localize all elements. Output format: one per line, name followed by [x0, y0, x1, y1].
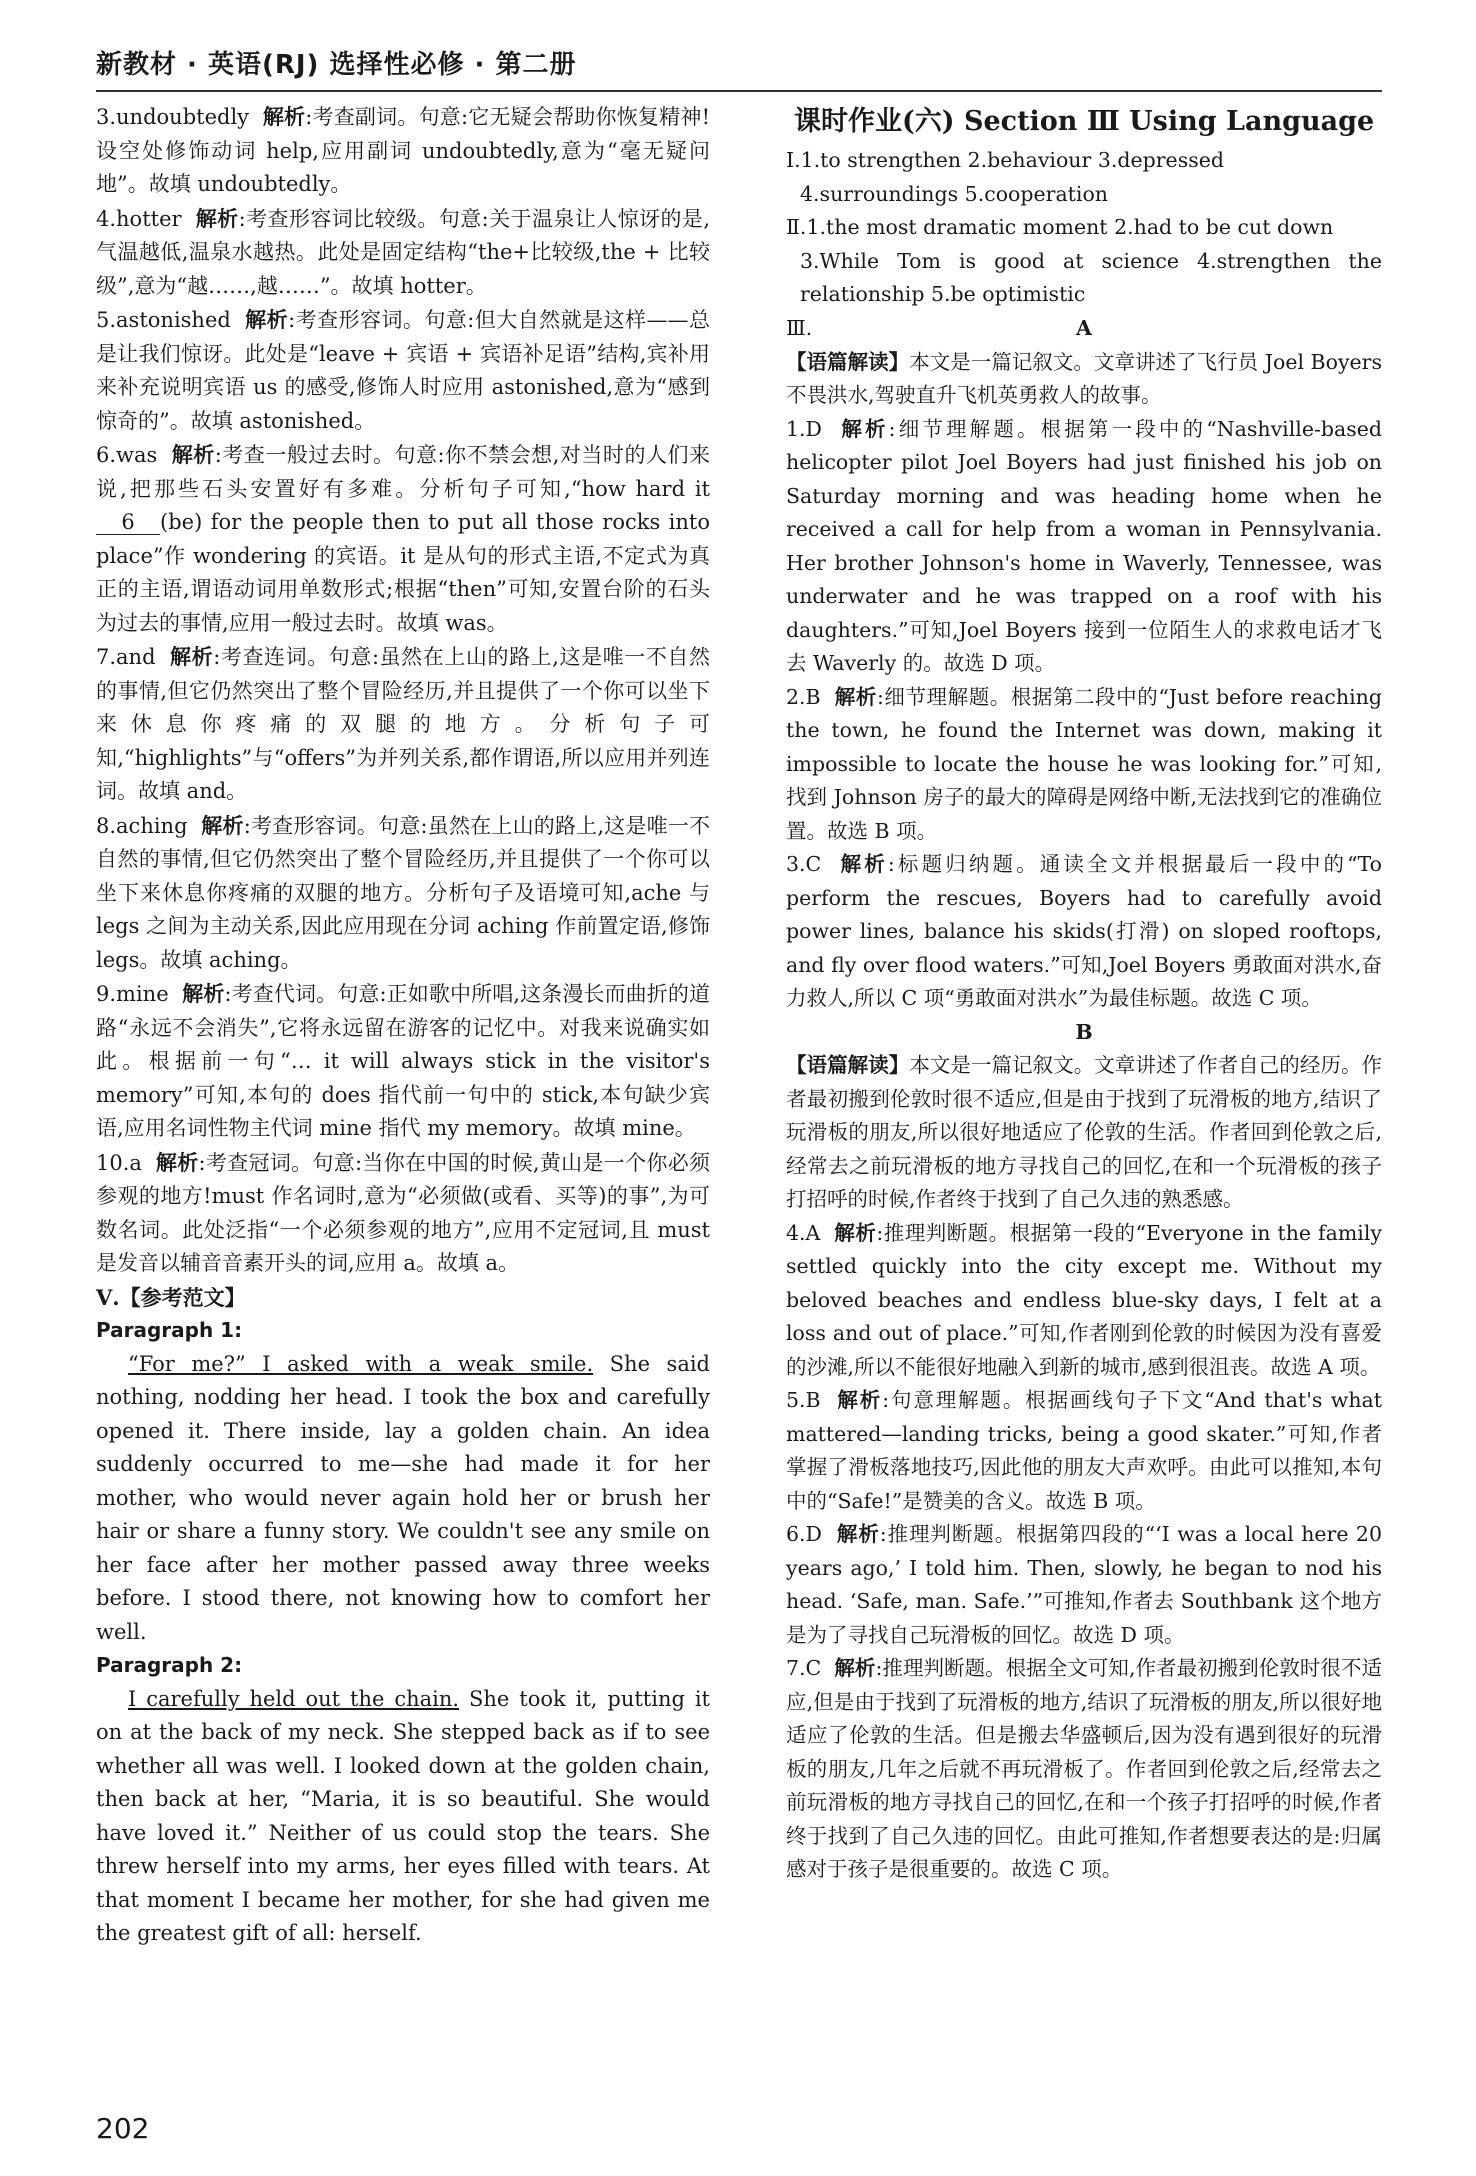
section-3-label: Ⅲ.: [786, 315, 813, 340]
answer-item: 6.D 解析:推理判断题。根据第四段的“‘I was a local here 20 years ago,’ I told him. Then, slowly, he began to nod his head. ‘Safe, man. Safe.’”可推知,作者去 Southbank 这个地方是为了寻找自己玩滑板的回忆。故选 D 项。: [786, 1522, 1382, 1647]
passage-b-heading: B: [1075, 1019, 1093, 1044]
answer-item: 8.aching 解析:考查形容词。句意:虽然在上山的路上,这是唯一不自然的事情,但它仍然突出了整个冒险经历,并且提供了一个你可以坐下来休息你疼痛的双腿的地方。分析句子及语境可知,ache 与 legs 之间为主动关系,因此应用现在分词 aching 作前置定语,修饰 legs。故填 aching。: [96, 812, 711, 972]
passage-a-heading: A: [1076, 316, 1092, 340]
passage-a-intro: 【语篇解读】本文是一篇记叙文。文章讲述了飞行员 Joel Boyers 不畏洪水,驾驶直升飞机英勇救人的故事。: [786, 349, 1382, 407]
paragraph-2-label: Paragraph 2:: [96, 1653, 243, 1677]
section-1: Ⅰ.1.to strengthen 2.behaviour 3.depressed: [786, 148, 1224, 172]
essay-heading: Ⅴ.【参考范文】: [96, 1284, 246, 1310]
answer-item: 3.undoubtedly 解析:考查副词。句意:它无疑会帮助你恢复精神!设空处修饰动词 help,应用副词 undoubtedly,意为“毫无疑问地”。故填 undoubtedly。: [96, 104, 711, 196]
essay-paragraph-1: “For me?” I asked with a weak smile. She said nothing, nodding her head. I took the box and carefully opened it. There inside, lay a golden chain. An idea suddenly occurred to me—she had made it for her mother, who would never again hold her or brush her hair or share a funny story. We couldn't see any smile on her face after her mother passed away three weeks before. I stood there, not knowing how to comfort her well.: [96, 1351, 710, 1644]
answer-item: 9.mine 解析:考查代词。句意:正如歌中所唱,这条漫长而曲折的道路“永远不会消失”,它将永远留在游客的记忆中。对我来说确实如此。根据前一句“… it will always stick in the visitor's memory”可知,本句的 does 指代前一句中的 stick,本句缺少宾语,应用名词性物主代词 mine 指代 my memory。故填 mine。: [96, 981, 711, 1140]
answer-item: 7.C 解析:推理判断题。根据全文可知,作者最初搬到伦敦时很不适应,但是由于找到了玩滑板的地方,结识了玩滑板的朋友,所以很好地适应了伦敦的生活。但是搬去华盛顿后,因为没有遇到很好的玩滑板的朋友,几年之后就不再玩滑板了。作者回到伦敦之后,经常去之前玩滑板的地方寻找自己的回忆,在和一个孩子打招呼的时候,作者终于找到了自己久违的回忆。由此可推知,作者想要表达的是:归属感对于孩子是很重要的。故选 C 项。: [786, 1656, 1382, 1881]
section-2-line-2: 3.While Tom is good at science 4.strengthen the relationship 5.be optimistic: [800, 248, 1382, 306]
left-column: [96, 100, 710, 1951]
answer-item: 5.B 解析:句意理解题。根据画线句子下文“And that's what mattered—landing tricks, being a good skater.”可知,作者掌握了滑板落地技巧,因此他的朋友大声欢呼。由此可以推知,本句中的“Safe!”是赞美的含义。故选 B 项。: [786, 1388, 1382, 1513]
right-column: [786, 100, 1382, 1887]
answer-item: 4.A 解析:推理判断题。根据第一段的“Everyone in the family settled quickly into the city except me. Without my beloved beaches and endless blue-sky days, I felt at a loss and out of place.”可知,作者刚到伦敦的时候因为没有喜爱的沙滩,所以不能很好地融入到新的城市,感到很沮丧。故选 A 项。: [786, 1220, 1382, 1379]
header-divider: [96, 90, 1382, 92]
answer-item: 4.hotter 解析:考查形容词比较级。句意:关于温泉让人惊讶的是,气温越低,温泉水越热。此处是固定结构“the+比较级,the + 比较级”,意为“越……,越……”。故填 hotter。: [96, 205, 711, 298]
page-number: 202: [96, 2112, 150, 2145]
section-1-line-2: 4.surroundings 5.cooperation: [800, 181, 1109, 206]
answer-item: 10.a 解析:考查冠词。句意:当你在中国的时候,黄山是一个你必须参观的地方!must 作名词时,意为“必须做(或看、买等)的事”,为可数名词。此处泛指“一个必须参观的地方”,应用不定冠词,且 must 是发音以辅音音素开头的词,应用 a。故填 a。: [96, 1149, 711, 1275]
answer-item: 3.C 解析:标题归纳题。通读全文并根据最后一段中的“To perform the rescues, Boyers had to carefully avoid power lines, balance his skids(打滑) on sloped rooftops, and fly over flood waters.”可知,Joel Boyers 勇敢面对洪水,奋力救人,所以 C 项“勇敢面对洪水”为最佳标题。故选 C 项。: [786, 852, 1383, 1010]
section-2: Ⅱ.1.the most dramatic moment 2.had to be cut down: [786, 215, 1334, 239]
essay-paragraph-2: I carefully held out the chain. She took it, putting it on at the back of my neck. She stepped back as if to see whether all was well. I looked down at the golden chain, then back at her, “Maria, it is so beautiful. She would have loved it.” Neither of us could stop the tears. She threw herself into my arms, her eyes filled with tears. At that moment I became her mother, for she had given me the greatest gift of all: herself.: [96, 1686, 710, 1945]
answer-item: 2.B 解析:细节理解题。根据第二段中的“Just before reaching the town, he found the Internet was down, making it impossible to locate the house he was looking for.”可知,找到 Johnson 房子的最大的障碍是网络中断,无法找到它的准确位置。故选 B 项。: [786, 684, 1382, 843]
passage-b-intro: 【语篇解读】本文是一篇记叙文。文章讲述了作者自己的经历。作者最初搬到伦敦时很不适应,但是由于找到了玩滑板的地方,结识了玩滑板的朋友,所以很好地适应了伦敦的生活。作者回到伦敦之后,经常去之前玩滑板的地方寻找自己的回忆,在和一个玩滑板的孩子打招呼的时候,作者终于找到了自己久违的熟悉感。: [786, 1053, 1383, 1211]
answer-item: 6.was 解析:考查一般过去时。句意:你不禁会想,对当时的人们来说,把那些石头安置好有多难。分析句子可知,“how hard it 6 (be) for the people then to put all those rocks into place”作 wondering 的宾语。it 是从句的形式主语,不定式为真正的主语,谓语动词用单数形式;根据“then”可知,安置台阶的石头为过去的事情,应用一般过去时。故填 was。: [96, 442, 711, 635]
page-header: 新教材 · 英语(RJ) 选择性必修 · 第二册: [96, 50, 577, 80]
blank-number: 6: [96, 510, 160, 535]
answer-item: 5.astonished 解析:考查形容词。句意:但大自然就是这样——总是让我们惊讶。此处是“leave + 宾语 + 宾语补足语”结构,宾补用来补充说明宾语 us 的感受,修饰人时应用 astonished,意为“感到惊奇的”。故填 astonished。: [96, 307, 711, 433]
answer-item: 1.D 解析:细节理解题。根据第一段中的“Nashville-based helicopter pilot Joel Boyers had just finished his job on Saturday morning and was heading home when he received a call for help from a woman in Pennsylvania. Her brother Johnson's home in Waverly, Tennessee, was underwater and he was trapped on a roof with his daughters.”可知,Joel Boyers 接到一位陌生人的求救电话才飞去 Waverly 的。故选 D 项。: [786, 416, 1382, 675]
answer-item: 7.and 解析:考查连词。句意:虽然在上山的路上,这是唯一不自然的事情,但它仍然突出了整个冒险经历,并且提供了一个你可以坐下来休息你疼痛的双腿的地方。分析句子可知,“highlights”与“offers”为并列关系,都作谓语,所以应用并列连词。故填 and。: [96, 644, 710, 803]
section-title: 课时作业(六) Section Ⅲ Using Language: [794, 106, 1375, 137]
paragraph-1-label: Paragraph 1:: [96, 1318, 243, 1342]
